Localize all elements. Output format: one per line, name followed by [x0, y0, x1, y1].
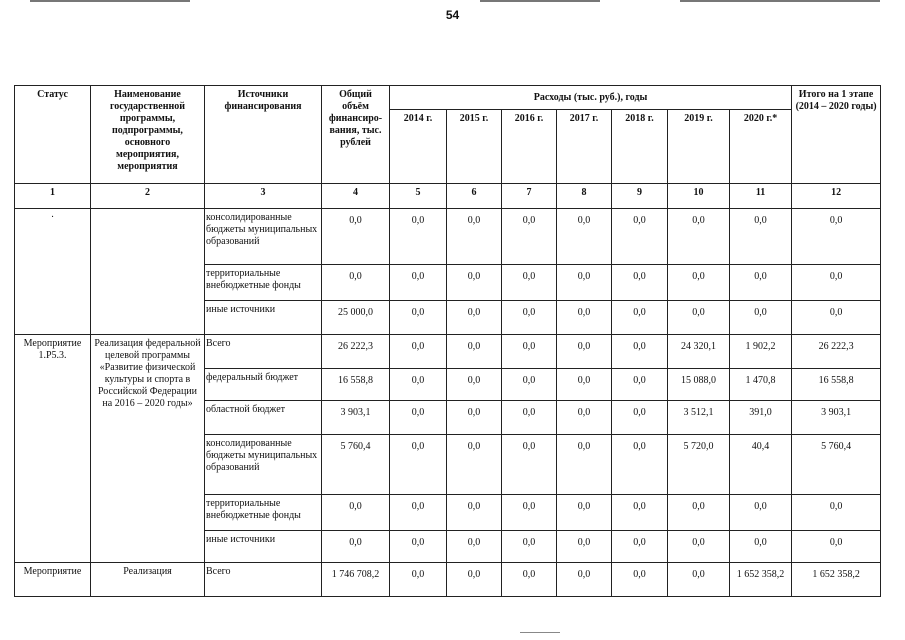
- total-cell: 3 903,1: [322, 401, 390, 435]
- total-cell: 0,0: [322, 265, 390, 301]
- header-name: Наименование государственной программы, подпрограммы, основного мероприятия, мероприятия: [91, 86, 205, 184]
- year-value-cell: 0,0: [612, 369, 668, 401]
- header-stage-total: Итого на 1 этапе (2014 – 2020 годы): [792, 86, 881, 184]
- source-cell: территориальные внебюджетные фонды: [205, 495, 322, 531]
- year-value-cell: 0,0: [730, 209, 792, 265]
- budget-table: [14, 85, 881, 597]
- year-value-cell: 0,0: [668, 495, 730, 531]
- year-value-cell: 0,0: [447, 531, 502, 563]
- name-cell: [91, 209, 205, 335]
- year-value-cell: 0,0: [668, 265, 730, 301]
- status-cell: ·: [15, 209, 91, 335]
- year-value-cell: 0,0: [612, 301, 668, 335]
- total-cell: 0,0: [322, 531, 390, 563]
- year-value-cell: 0,0: [447, 495, 502, 531]
- year-value-cell: 0,0: [502, 335, 557, 369]
- year-value-cell: 0,0: [612, 401, 668, 435]
- year-value-cell: 0,0: [612, 335, 668, 369]
- year-value-cell: 0,0: [447, 335, 502, 369]
- year-value-cell: 0,0: [612, 209, 668, 265]
- column-number: 11: [730, 184, 792, 209]
- scan-edge-line: [520, 632, 560, 633]
- year-value-cell: 0,0: [557, 495, 612, 531]
- year-value-cell: 0,0: [612, 531, 668, 563]
- scan-edge-line: [680, 0, 880, 2]
- year-value-cell: 0,0: [502, 495, 557, 531]
- year-value-cell: 0,0: [612, 435, 668, 495]
- total-cell: 5 760,4: [322, 435, 390, 495]
- source-cell: консолидированные бюджеты муниципальных образований: [205, 209, 322, 265]
- page-number: 54: [445, 8, 460, 22]
- column-number: 2: [91, 184, 205, 209]
- total-cell: 0,0: [322, 495, 390, 531]
- column-number: 6: [447, 184, 502, 209]
- header-year: 2014 г.: [390, 110, 447, 184]
- year-value-cell: 1 652 358,2: [730, 563, 792, 597]
- year-value-cell: 0,0: [447, 265, 502, 301]
- year-value-cell: 0,0: [447, 301, 502, 335]
- stage-total-cell: 26 222,3: [792, 335, 881, 369]
- year-value-cell: 0,0: [390, 335, 447, 369]
- year-value-cell: 0,0: [612, 265, 668, 301]
- table-row: [15, 563, 881, 597]
- year-value-cell: 0,0: [557, 209, 612, 265]
- source-cell: иные источники: [205, 301, 322, 335]
- stage-total-cell: 0,0: [792, 209, 881, 265]
- name-cell: Реализация: [91, 563, 205, 597]
- name-cell: Реализация федеральной целевой программы «Развитие физической культуры и спорта в Российской Федерации на 2016 – 2020 годы»: [91, 335, 205, 563]
- year-value-cell: 24 320,1: [668, 335, 730, 369]
- source-cell: Всего: [205, 563, 322, 597]
- column-number: 5: [390, 184, 447, 209]
- year-value-cell: 1 470,8: [730, 369, 792, 401]
- stage-total-cell: 5 760,4: [792, 435, 881, 495]
- year-value-cell: 0,0: [730, 265, 792, 301]
- year-value-cell: 0,0: [668, 563, 730, 597]
- source-cell: консолидированные бюджеты муниципальных образований: [205, 435, 322, 495]
- header-expenses: Расходы (тыс. руб.), годы: [390, 86, 792, 110]
- column-number: 9: [612, 184, 668, 209]
- column-number: 3: [205, 184, 322, 209]
- year-value-cell: 0,0: [668, 531, 730, 563]
- year-value-cell: 0,0: [502, 301, 557, 335]
- year-value-cell: 0,0: [557, 335, 612, 369]
- year-value-cell: 391,0: [730, 401, 792, 435]
- year-value-cell: 0,0: [390, 435, 447, 495]
- stage-total-cell: 1 652 358,2: [792, 563, 881, 597]
- header-year: 2019 г.: [668, 110, 730, 184]
- column-number: 4: [322, 184, 390, 209]
- year-value-cell: 0,0: [612, 563, 668, 597]
- year-value-cell: 0,0: [390, 369, 447, 401]
- column-number: 12: [792, 184, 881, 209]
- stage-total-cell: 16 558,8: [792, 369, 881, 401]
- status-cell: Мероприятие 1.P5.3.: [15, 335, 91, 563]
- stage-total-cell: 0,0: [792, 265, 881, 301]
- total-cell: 25 000,0: [322, 301, 390, 335]
- status-cell: Мероприятие: [15, 563, 91, 597]
- total-cell: 0,0: [322, 209, 390, 265]
- source-cell: областной бюджет: [205, 401, 322, 435]
- table-row: [15, 335, 881, 369]
- year-value-cell: 0,0: [390, 401, 447, 435]
- year-value-cell: 0,0: [447, 209, 502, 265]
- year-value-cell: 0,0: [668, 301, 730, 335]
- table-body: [15, 209, 881, 597]
- year-value-cell: 0,0: [502, 209, 557, 265]
- column-number: 10: [668, 184, 730, 209]
- year-value-cell: 5 720,0: [668, 435, 730, 495]
- year-value-cell: 0,0: [447, 401, 502, 435]
- year-value-cell: 0,0: [390, 495, 447, 531]
- source-cell: иные источники: [205, 531, 322, 563]
- header-year: 2020 г.*: [730, 110, 792, 184]
- year-value-cell: 0,0: [502, 369, 557, 401]
- year-value-cell: 0,0: [447, 435, 502, 495]
- year-value-cell: 0,0: [668, 209, 730, 265]
- header-year: 2015 г.: [447, 110, 502, 184]
- year-value-cell: 15 088,0: [668, 369, 730, 401]
- header-sources: Источники финансирования: [205, 86, 322, 184]
- table-row: [15, 209, 881, 265]
- header-year: 2017 г.: [557, 110, 612, 184]
- stage-total-cell: 0,0: [792, 301, 881, 335]
- year-value-cell: 0,0: [502, 563, 557, 597]
- year-value-cell: 0,0: [612, 495, 668, 531]
- year-value-cell: 0,0: [390, 301, 447, 335]
- column-number: 7: [502, 184, 557, 209]
- year-value-cell: 0,0: [730, 301, 792, 335]
- year-value-cell: 0,0: [730, 495, 792, 531]
- stage-total-cell: 3 903,1: [792, 401, 881, 435]
- year-value-cell: 0,0: [502, 265, 557, 301]
- source-cell: федеральный бюджет: [205, 369, 322, 401]
- source-cell: территориальные внебюджетные фонды: [205, 265, 322, 301]
- header-year: 2018 г.: [612, 110, 668, 184]
- year-value-cell: 0,0: [557, 265, 612, 301]
- year-value-cell: 0,0: [557, 435, 612, 495]
- scan-edge-line: [480, 0, 600, 2]
- year-value-cell: 0,0: [447, 563, 502, 597]
- year-value-cell: 0,0: [390, 265, 447, 301]
- year-value-cell: 0,0: [730, 531, 792, 563]
- year-value-cell: 0,0: [447, 369, 502, 401]
- year-value-cell: 40,4: [730, 435, 792, 495]
- year-value-cell: 0,0: [557, 369, 612, 401]
- year-value-cell: 0,0: [390, 209, 447, 265]
- column-number: 8: [557, 184, 612, 209]
- stage-total-cell: 0,0: [792, 531, 881, 563]
- source-cell: Всего: [205, 335, 322, 369]
- year-value-cell: 0,0: [557, 301, 612, 335]
- column-number: 1: [15, 184, 91, 209]
- year-value-cell: 3 512,1: [668, 401, 730, 435]
- year-value-cell: 0,0: [390, 531, 447, 563]
- header-year: 2016 г.: [502, 110, 557, 184]
- stage-total-cell: 0,0: [792, 495, 881, 531]
- year-value-cell: 1 902,2: [730, 335, 792, 369]
- total-cell: 26 222,3: [322, 335, 390, 369]
- year-value-cell: 0,0: [557, 401, 612, 435]
- year-value-cell: 0,0: [502, 401, 557, 435]
- scan-edge-line: [30, 0, 190, 2]
- year-value-cell: 0,0: [557, 531, 612, 563]
- year-value-cell: 0,0: [502, 435, 557, 495]
- year-value-cell: 0,0: [502, 531, 557, 563]
- total-cell: 16 558,8: [322, 369, 390, 401]
- year-value-cell: 0,0: [557, 563, 612, 597]
- header-total: Общий объём финансиро-вания, тыс. рублей: [322, 86, 390, 184]
- header-status: Статус: [15, 86, 91, 184]
- year-value-cell: 0,0: [390, 563, 447, 597]
- total-cell: 1 746 708,2: [322, 563, 390, 597]
